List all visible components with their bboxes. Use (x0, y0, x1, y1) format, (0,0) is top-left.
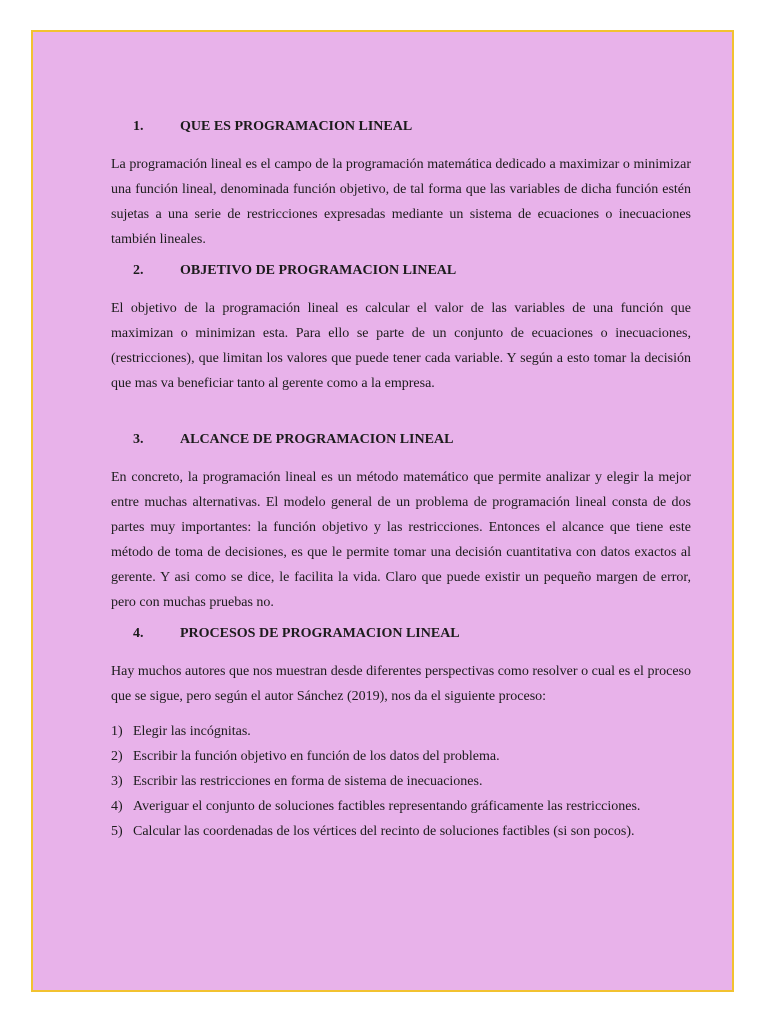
section-3-paragraph: En concreto, la programación lineal es un método matemático que permite analizar y elegir la mejor entre muchas alternativas. El modelo general de un problema de programación lineal consta de dos partes muy importantes: la función objetivo y las restricciones. Entonces el alcance que tiene este método de toma de decisiones, es que le permite tomar una decisión cuantitativa con datos exactos al gerente. Y asi como se dice, le facilita la vida. Claro que puede existir un pequeño margen de error, pero con muchas pruebas no. (111, 470, 691, 610)
section-2-number: 2. (133, 263, 144, 278)
section-1-title: QUE ES PROGRAMACION LINEAL (180, 119, 413, 134)
list-item (111, 794, 691, 819)
step-text: Escribir la función objetivo en función de los datos del problema. (133, 749, 500, 764)
section-4-title: PROCESOS DE PROGRAMACION LINEAL (180, 626, 460, 641)
step-number: 3) (111, 774, 123, 789)
list-item (111, 769, 691, 794)
document-content (111, 112, 691, 844)
section-3-number: 3. (133, 432, 144, 447)
process-steps-list (111, 719, 691, 844)
step-text: Elegir las incógnitas. (133, 724, 251, 739)
step-text: Escribir las restricciones en forma de sistema de inecuaciones. (133, 774, 483, 789)
step-number: 1) (111, 724, 123, 739)
section-3-title: ALCANCE DE PROGRAMACION LINEAL (180, 432, 454, 447)
step-number: 5) (111, 824, 123, 839)
list-item (111, 719, 691, 744)
step-text: Averiguar el conjunto de soluciones factibles representando gráficamente las restricciones. (133, 799, 641, 814)
document-page (31, 30, 734, 992)
step-number: 4) (111, 799, 123, 814)
section-2-paragraph: El objetivo de la programación lineal es calcular el valor de las variables de una función que maximizan o minimizan esta. Para ello se parte de un conjunto de ecuaciones o inecuaciones, (restricciones), que limitan los valores que puede tener cada variable. Y según a esto tomar la decisión que mas va beneficiar tanto al gerente como a la empresa. (111, 301, 691, 391)
list-item (111, 819, 691, 844)
section-1-heading (111, 118, 691, 136)
section-4-heading (111, 625, 691, 643)
section-4-number: 4. (133, 626, 144, 641)
section-1-paragraph: La programación lineal es el campo de la programación matemática dedicado a maximizar o minimizar una función lineal, denominada función objetivo, de tal forma que las variables de dicha función estén sujetas a una serie de restricciones expresadas mediante un sistema de ecuaciones o inecuaciones también lineales. (111, 157, 691, 247)
section-3-heading (111, 431, 691, 449)
section-2-title: OBJETIVO DE PROGRAMACION LINEAL (180, 263, 457, 278)
step-number: 2) (111, 749, 123, 764)
step-text: Calcular las coordenadas de los vértices del recinto de soluciones factibles (si son pocos). (133, 824, 635, 839)
section-4-paragraph: Hay muchos autores que nos muestran desde diferentes perspectivas como resolver o cual es el proceso que se sigue, pero según el autor Sánchez (2019), nos da el siguiente proceso: (111, 664, 691, 704)
list-item (111, 744, 691, 769)
section-2-heading (111, 262, 691, 280)
section-1-number: 1. (133, 119, 144, 134)
